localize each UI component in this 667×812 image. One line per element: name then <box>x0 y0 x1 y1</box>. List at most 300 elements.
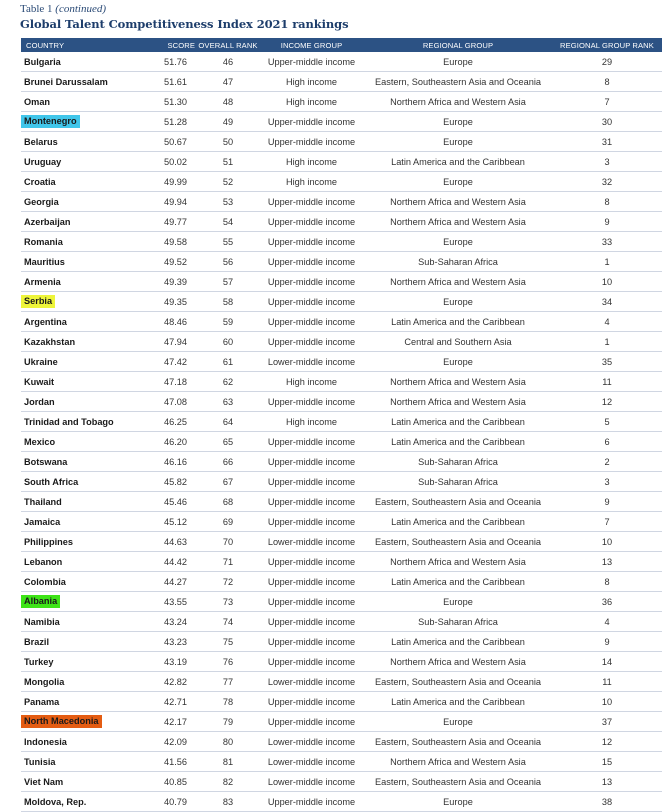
score-cell: 47.94 <box>154 332 197 352</box>
country-cell <box>21 192 154 212</box>
score-cell: 40.79 <box>154 792 197 812</box>
country-cell <box>21 252 154 272</box>
table-row <box>21 432 662 452</box>
overall-rank-cell: 82 <box>197 772 259 792</box>
overall-rank-cell: 77 <box>197 672 259 692</box>
caption-suffix: (continued) <box>55 3 106 15</box>
table-row <box>21 132 662 152</box>
regional-group-rank-cell: 7 <box>552 512 662 532</box>
regional-group-cell: Europe <box>364 792 552 812</box>
country-cell <box>21 272 154 292</box>
income-group-cell: Upper-middle income <box>259 332 364 352</box>
income-group-cell: Lower-middle income <box>259 752 364 772</box>
regional-group-rank-cell: 13 <box>552 552 662 572</box>
regional-group-rank-cell: 8 <box>552 72 662 92</box>
regional-group-cell: Latin America and the Caribbean <box>364 432 552 452</box>
overall-rank-cell: 56 <box>197 252 259 272</box>
regional-group-cell: Europe <box>364 232 552 252</box>
income-group-cell: Upper-middle income <box>259 592 364 612</box>
overall-rank-cell: 46 <box>197 52 259 72</box>
regional-group-rank-cell: 9 <box>552 212 662 232</box>
income-group-cell: High income <box>259 372 364 392</box>
country-name: Azerbaijan <box>24 216 71 227</box>
income-group-cell: Upper-middle income <box>259 252 364 272</box>
regional-group-rank-cell: 32 <box>552 172 662 192</box>
country-cell <box>21 572 154 592</box>
score-cell: 51.76 <box>154 52 197 72</box>
regional-group-cell: Latin America and the Caribbean <box>364 572 552 592</box>
rankings-table <box>21 38 662 812</box>
income-group-cell: Upper-middle income <box>259 192 364 212</box>
table-row <box>21 392 662 412</box>
score-cell: 47.18 <box>154 372 197 392</box>
country-cell <box>21 92 154 112</box>
table-title: Global Talent Competitiveness Index 2021 rankings <box>20 17 349 31</box>
regional-group-cell: Eastern, Southeastern Asia and Oceania <box>364 772 552 792</box>
income-group-cell: Lower-middle income <box>259 672 364 692</box>
regional-group-rank-cell: 38 <box>552 792 662 812</box>
table-row <box>21 232 662 252</box>
header-regional-group-rank: REGIONAL GROUP RANK <box>552 38 662 52</box>
table-row <box>21 592 662 612</box>
table-row <box>21 512 662 532</box>
income-group-cell: Upper-middle income <box>259 712 364 732</box>
income-group-cell: High income <box>259 152 364 172</box>
table-row <box>21 712 662 732</box>
country-name: Brazil <box>24 636 50 647</box>
income-group-cell: Lower-middle income <box>259 352 364 372</box>
regional-group-cell: Northern Africa and Western Asia <box>364 752 552 772</box>
regional-group-cell: Northern Africa and Western Asia <box>364 212 552 232</box>
regional-group-cell: Europe <box>364 712 552 732</box>
table-row <box>21 692 662 712</box>
regional-group-rank-cell: 11 <box>552 672 662 692</box>
overall-rank-cell: 59 <box>197 312 259 332</box>
score-cell: 44.27 <box>154 572 197 592</box>
country-name: Viet Nam <box>24 776 64 787</box>
regional-group-cell: Latin America and the Caribbean <box>364 512 552 532</box>
overall-rank-cell: 48 <box>197 92 259 112</box>
income-group-cell: Upper-middle income <box>259 692 364 712</box>
income-group-cell: Upper-middle income <box>259 432 364 452</box>
score-cell: 43.24 <box>154 612 197 632</box>
overall-rank-cell: 75 <box>197 632 259 652</box>
score-cell: 42.71 <box>154 692 197 712</box>
table-row <box>21 572 662 592</box>
country-cell <box>21 652 154 672</box>
table-row <box>21 752 662 772</box>
regional-group-cell: Europe <box>364 112 552 132</box>
country-name: Indonesia <box>24 736 67 747</box>
overall-rank-cell: 74 <box>197 612 259 632</box>
country-name: Brunei Darussalam <box>24 76 108 87</box>
score-cell: 49.58 <box>154 232 197 252</box>
country-name: Kuwait <box>24 376 55 387</box>
header-score: SCORE <box>154 38 197 52</box>
country-cell <box>21 512 154 532</box>
regional-group-rank-cell: 2 <box>552 452 662 472</box>
regional-group-rank-cell: 37 <box>552 712 662 732</box>
table-row <box>21 212 662 232</box>
header-income-group: INCOME GROUP <box>259 38 364 52</box>
score-cell: 49.99 <box>154 172 197 192</box>
country-cell <box>21 692 154 712</box>
income-group-cell: Upper-middle income <box>259 212 364 232</box>
score-cell: 49.52 <box>154 252 197 272</box>
income-group-cell: Upper-middle income <box>259 472 364 492</box>
overall-rank-cell: 50 <box>197 132 259 152</box>
country-name: Tunisia <box>24 756 56 767</box>
regional-group-cell: Northern Africa and Western Asia <box>364 92 552 112</box>
regional-group-cell: Europe <box>364 292 552 312</box>
income-group-cell: Upper-middle income <box>259 272 364 292</box>
country-cell <box>21 732 154 752</box>
income-group-cell: Upper-middle income <box>259 392 364 412</box>
score-cell: 43.23 <box>154 632 197 652</box>
income-group-cell: Upper-middle income <box>259 612 364 632</box>
overall-rank-cell: 57 <box>197 272 259 292</box>
regional-group-rank-cell: 3 <box>552 152 662 172</box>
score-cell: 44.63 <box>154 532 197 552</box>
score-cell: 46.25 <box>154 412 197 432</box>
regional-group-rank-cell: 35 <box>552 352 662 372</box>
regional-group-cell: Northern Africa and Western Asia <box>364 392 552 412</box>
regional-group-cell: Latin America and the Caribbean <box>364 152 552 172</box>
table-body <box>21 52 662 812</box>
country-cell <box>21 412 154 432</box>
regional-group-rank-cell: 12 <box>552 732 662 752</box>
country-name: Romania <box>24 236 63 247</box>
regional-group-rank-cell: 1 <box>552 332 662 352</box>
score-cell: 49.39 <box>154 272 197 292</box>
overall-rank-cell: 76 <box>197 652 259 672</box>
country-cell <box>21 312 154 332</box>
regional-group-rank-cell: 9 <box>552 492 662 512</box>
table-row <box>21 72 662 92</box>
overall-rank-cell: 61 <box>197 352 259 372</box>
score-cell: 51.30 <box>154 92 197 112</box>
regional-group-cell: Latin America and the Caribbean <box>364 312 552 332</box>
regional-group-cell: Northern Africa and Western Asia <box>364 652 552 672</box>
country-cell <box>21 612 154 632</box>
country-name: Botswana <box>24 456 68 467</box>
regional-group-rank-cell: 8 <box>552 192 662 212</box>
regional-group-cell: Eastern, Southeastern Asia and Oceania <box>364 672 552 692</box>
regional-group-rank-cell: 31 <box>552 132 662 152</box>
country-name: Jordan <box>24 396 55 407</box>
overall-rank-cell: 71 <box>197 552 259 572</box>
income-group-cell: Upper-middle income <box>259 552 364 572</box>
country-name: Lebanon <box>24 556 63 567</box>
overall-rank-cell: 83 <box>197 792 259 812</box>
table-row <box>21 672 662 692</box>
overall-rank-cell: 62 <box>197 372 259 392</box>
regional-group-rank-cell: 10 <box>552 532 662 552</box>
income-group-cell: Upper-middle income <box>259 52 364 72</box>
table-row <box>21 92 662 112</box>
score-cell: 51.28 <box>154 112 197 132</box>
country-name: Namibia <box>24 616 60 627</box>
country-cell <box>21 772 154 792</box>
overall-rank-cell: 79 <box>197 712 259 732</box>
income-group-cell: High income <box>259 412 364 432</box>
score-cell: 45.82 <box>154 472 197 492</box>
regional-group-rank-cell: 6 <box>552 432 662 452</box>
overall-rank-cell: 52 <box>197 172 259 192</box>
table-row <box>21 272 662 292</box>
regional-group-rank-cell: 14 <box>552 652 662 672</box>
regional-group-cell: Northern Africa and Western Asia <box>364 272 552 292</box>
overall-rank-cell: 53 <box>197 192 259 212</box>
overall-rank-cell: 58 <box>197 292 259 312</box>
country-cell <box>21 132 154 152</box>
score-cell: 41.56 <box>154 752 197 772</box>
table-row <box>21 112 662 132</box>
country-name: Mongolia <box>24 676 65 687</box>
score-cell: 45.12 <box>154 512 197 532</box>
highlighted-country-name: Serbia <box>21 295 55 308</box>
regional-group-rank-cell: 9 <box>552 632 662 652</box>
regional-group-rank-cell: 1 <box>552 252 662 272</box>
overall-rank-cell: 64 <box>197 412 259 432</box>
table-row <box>21 192 662 212</box>
score-cell: 49.77 <box>154 212 197 232</box>
table-row <box>21 612 662 632</box>
country-name: Uruguay <box>24 156 62 167</box>
country-cell <box>21 672 154 692</box>
income-group-cell: Upper-middle income <box>259 312 364 332</box>
regional-group-cell: Sub-Saharan Africa <box>364 252 552 272</box>
overall-rank-cell: 60 <box>197 332 259 352</box>
regional-group-rank-cell: 34 <box>552 292 662 312</box>
overall-rank-cell: 54 <box>197 212 259 232</box>
score-cell: 49.94 <box>154 192 197 212</box>
income-group-cell: Upper-middle income <box>259 652 364 672</box>
country-name: Bulgaria <box>24 56 61 67</box>
country-cell <box>21 392 154 412</box>
country-cell <box>21 292 154 312</box>
score-cell: 43.19 <box>154 652 197 672</box>
country-cell <box>21 492 154 512</box>
regional-group-rank-cell: 7 <box>552 92 662 112</box>
regional-group-cell: Northern Africa and Western Asia <box>364 372 552 392</box>
country-name: Trinidad and Tobago <box>24 416 114 427</box>
income-group-cell: Lower-middle income <box>259 732 364 752</box>
regional-group-rank-cell: 4 <box>552 612 662 632</box>
score-cell: 47.08 <box>154 392 197 412</box>
country-name: Philippines <box>24 536 74 547</box>
regional-group-cell: Sub-Saharan Africa <box>364 472 552 492</box>
regional-group-cell: Europe <box>364 52 552 72</box>
table-row <box>21 252 662 272</box>
overall-rank-cell: 80 <box>197 732 259 752</box>
regional-group-cell: Sub-Saharan Africa <box>364 452 552 472</box>
score-cell: 51.61 <box>154 72 197 92</box>
table-row <box>21 292 662 312</box>
regional-group-rank-cell: 4 <box>552 312 662 332</box>
country-cell <box>21 332 154 352</box>
regional-group-rank-cell: 33 <box>552 232 662 252</box>
score-cell: 46.20 <box>154 432 197 452</box>
country-cell <box>21 52 154 72</box>
income-group-cell: Upper-middle income <box>259 112 364 132</box>
income-group-cell: Lower-middle income <box>259 532 364 552</box>
caption-prefix: Table 1 <box>20 3 53 15</box>
table-row <box>21 552 662 572</box>
country-cell <box>21 752 154 772</box>
regional-group-rank-cell: 8 <box>552 572 662 592</box>
income-group-cell: High income <box>259 72 364 92</box>
score-cell: 42.82 <box>154 672 197 692</box>
overall-rank-cell: 69 <box>197 512 259 532</box>
regional-group-cell: Latin America and the Caribbean <box>364 692 552 712</box>
country-name: Turkey <box>24 656 54 667</box>
country-name: Belarus <box>24 136 58 147</box>
overall-rank-cell: 49 <box>197 112 259 132</box>
header-country: COUNTRY <box>21 38 154 52</box>
regional-group-cell: Europe <box>364 352 552 372</box>
table-row <box>21 472 662 492</box>
regional-group-cell: Europe <box>364 132 552 152</box>
table-row <box>21 172 662 192</box>
regional-group-rank-cell: 5 <box>552 412 662 432</box>
score-cell: 43.55 <box>154 592 197 612</box>
table-row <box>21 352 662 372</box>
overall-rank-cell: 73 <box>197 592 259 612</box>
country-cell <box>21 552 154 572</box>
income-group-cell: Upper-middle income <box>259 452 364 472</box>
country-cell <box>21 72 154 92</box>
country-cell <box>21 172 154 192</box>
income-group-cell: High income <box>259 92 364 112</box>
country-cell <box>21 372 154 392</box>
overall-rank-cell: 67 <box>197 472 259 492</box>
score-cell: 40.85 <box>154 772 197 792</box>
regional-group-cell: Eastern, Southeastern Asia and Oceania <box>364 732 552 752</box>
overall-rank-cell: 78 <box>197 692 259 712</box>
country-cell <box>21 452 154 472</box>
regional-group-cell: Eastern, Southeastern Asia and Oceania <box>364 492 552 512</box>
country-cell <box>21 352 154 372</box>
table-row <box>21 412 662 432</box>
regional-group-rank-cell: 10 <box>552 272 662 292</box>
table-row <box>21 52 662 72</box>
country-cell <box>21 232 154 252</box>
income-group-cell: Upper-middle income <box>259 792 364 812</box>
header-regional-group: REGIONAL GROUP <box>364 38 552 52</box>
income-group-cell: Upper-middle income <box>259 572 364 592</box>
regional-group-rank-cell: 3 <box>552 472 662 492</box>
country-cell <box>21 472 154 492</box>
income-group-cell: High income <box>259 172 364 192</box>
table-row <box>21 632 662 652</box>
country-name: Croatia <box>24 176 56 187</box>
regional-group-cell: Central and Southern Asia <box>364 332 552 352</box>
regional-group-rank-cell: 29 <box>552 52 662 72</box>
country-cell <box>21 632 154 652</box>
regional-group-cell: Latin America and the Caribbean <box>364 632 552 652</box>
country-name: Thailand <box>24 496 62 507</box>
table-row <box>21 312 662 332</box>
country-cell <box>21 152 154 172</box>
regional-group-cell: Europe <box>364 172 552 192</box>
regional-group-cell: Europe <box>364 592 552 612</box>
country-name: Panama <box>24 696 60 707</box>
score-cell: 42.09 <box>154 732 197 752</box>
country-name: Argentina <box>24 316 67 327</box>
country-cell <box>21 212 154 232</box>
overall-rank-cell: 47 <box>197 72 259 92</box>
table-row <box>21 772 662 792</box>
country-cell <box>21 592 154 612</box>
overall-rank-cell: 81 <box>197 752 259 772</box>
highlighted-country-name: Albania <box>21 595 60 608</box>
country-name: Ukraine <box>24 356 58 367</box>
score-cell: 45.46 <box>154 492 197 512</box>
country-name: Kazakhstan <box>24 336 76 347</box>
regional-group-cell: Northern Africa and Western Asia <box>364 552 552 572</box>
income-group-cell: Upper-middle income <box>259 132 364 152</box>
table-row <box>21 332 662 352</box>
country-name: Armenia <box>24 276 61 287</box>
country-cell <box>21 792 154 812</box>
country-cell <box>21 712 154 732</box>
table-row <box>21 532 662 552</box>
score-cell: 50.67 <box>154 132 197 152</box>
income-group-cell: Upper-middle income <box>259 232 364 252</box>
table-caption <box>20 3 106 15</box>
income-group-cell: Upper-middle income <box>259 292 364 312</box>
country-name: Mauritius <box>24 256 65 267</box>
country-name: Oman <box>24 96 51 107</box>
table-row <box>21 372 662 392</box>
table-header-row <box>21 38 662 52</box>
country-cell <box>21 432 154 452</box>
country-name: South Africa <box>24 476 79 487</box>
regional-group-rank-cell: 36 <box>552 592 662 612</box>
overall-rank-cell: 51 <box>197 152 259 172</box>
score-cell: 50.02 <box>154 152 197 172</box>
regional-group-rank-cell: 30 <box>552 112 662 132</box>
overall-rank-cell: 68 <box>197 492 259 512</box>
overall-rank-cell: 72 <box>197 572 259 592</box>
regional-group-rank-cell: 11 <box>552 372 662 392</box>
overall-rank-cell: 63 <box>197 392 259 412</box>
country-name: Colombia <box>24 576 66 587</box>
income-group-cell: Upper-middle income <box>259 492 364 512</box>
regional-group-cell: Eastern, Southeastern Asia and Oceania <box>364 532 552 552</box>
score-cell: 44.42 <box>154 552 197 572</box>
income-group-cell: Lower-middle income <box>259 772 364 792</box>
table-row <box>21 732 662 752</box>
highlighted-country-name: Montenegro <box>21 115 80 128</box>
regional-group-cell: Northern Africa and Western Asia <box>364 192 552 212</box>
header-overall-rank: OVERALL RANK <box>197 38 259 52</box>
table-row <box>21 652 662 672</box>
overall-rank-cell: 66 <box>197 452 259 472</box>
regional-group-cell: Eastern, Southeastern Asia and Oceania <box>364 72 552 92</box>
regional-group-cell: Latin America and the Caribbean <box>364 412 552 432</box>
income-group-cell: Upper-middle income <box>259 512 364 532</box>
overall-rank-cell: 70 <box>197 532 259 552</box>
score-cell: 42.17 <box>154 712 197 732</box>
country-cell <box>21 532 154 552</box>
regional-group-rank-cell: 15 <box>552 752 662 772</box>
regional-group-rank-cell: 10 <box>552 692 662 712</box>
country-cell <box>21 112 154 132</box>
regional-group-rank-cell: 12 <box>552 392 662 412</box>
country-name: Moldova, Rep. <box>24 796 87 807</box>
